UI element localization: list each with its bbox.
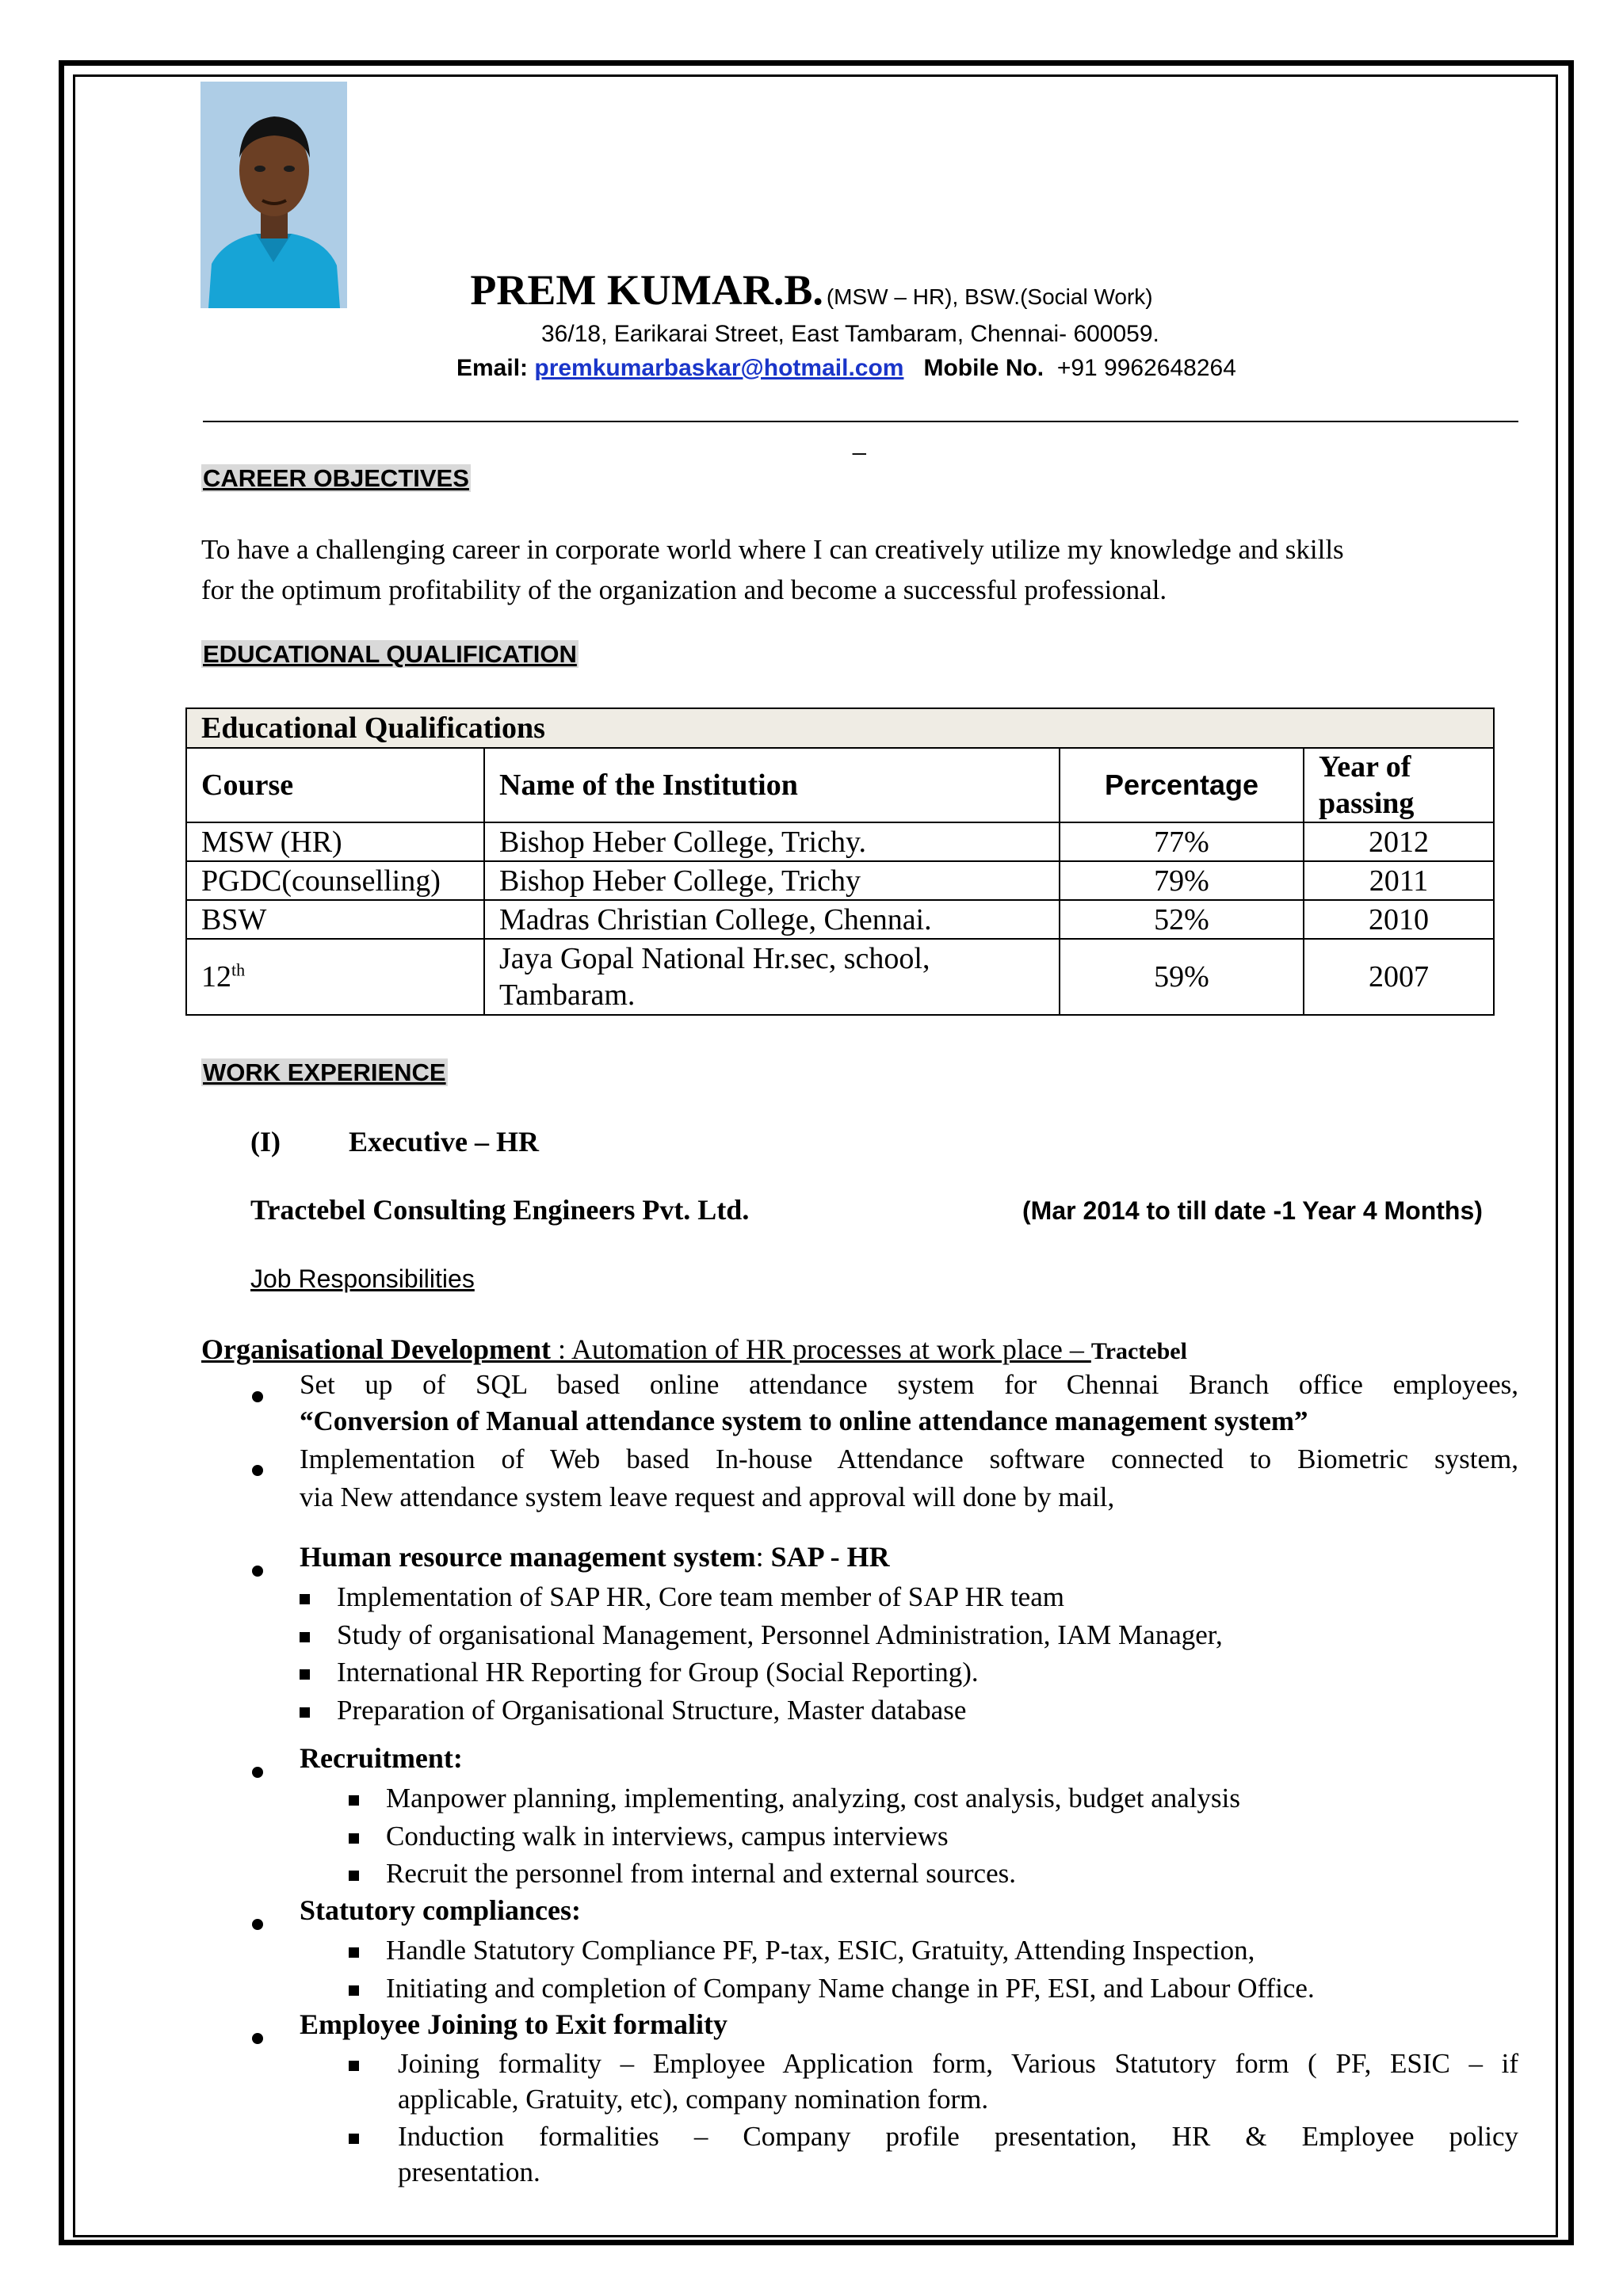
career-line-2: for the optimum profitability of the organization and become a successful professional.	[201, 574, 1167, 605]
table-title-row	[186, 708, 1494, 748]
bullet-dot	[252, 1382, 263, 1409]
career-objective-text	[201, 529, 1517, 610]
bullet-text-line: Implementation of Web based In-house Attendance software connected to Biometric system,	[300, 1444, 1518, 1474]
list-item: International HR Reporting for Group (Social Reporting).	[300, 1653, 1223, 1691]
header-year: Year of passing	[1304, 748, 1494, 822]
cell-year: 2011	[1304, 861, 1494, 900]
recruitment-list	[349, 1779, 1240, 1893]
header-institution: Name of the Institution	[484, 748, 1060, 822]
cell-year: 2012	[1304, 822, 1494, 861]
career-section	[201, 464, 471, 493]
list-item: Initiating and completion of Company Name change in PF, ESI, and Labour Office.	[349, 1970, 1315, 2008]
list-item: Preparation of Organisational Structure, Master database	[300, 1691, 1223, 1730]
bullet-dot	[252, 1757, 263, 1784]
org-dev-text: : Automation of HR processes at work place –	[550, 1333, 1091, 1365]
email-link[interactable]: premkumarbaskar@hotmail.com	[534, 355, 904, 381]
joining-item-2	[398, 2119, 1518, 2190]
cell-institution: Bishop Heber College, Trichy.	[484, 822, 1060, 861]
list-text-line: Induction formalities – Company profile presentation, HR & Employee policy	[398, 2121, 1518, 2152]
work-experience-heading: WORK EXPERIENCE	[203, 1058, 446, 1086]
bullet-attendance-sql	[300, 1367, 1518, 1440]
hrms-colon: :	[755, 1541, 771, 1573]
mobile-label: Mobile No.	[923, 355, 1044, 381]
header-divider	[203, 421, 1518, 422]
candidate-degrees: (MSW – HR), BSW.(Social Work)	[826, 284, 1153, 309]
statutory-list	[349, 1932, 1315, 2007]
cell-percentage: 59%	[1060, 939, 1304, 1015]
table-row	[186, 822, 1494, 861]
cell-percentage: 79%	[1060, 861, 1304, 900]
bullet-text-line: “Conversion of Manual attendance system to online attendance management system”	[300, 1405, 1308, 1436]
job-index: (I)	[250, 1126, 281, 1158]
table-title: Educational Qualifications	[186, 708, 1494, 748]
career-line-1: To have a challenging career in corporate world where I can creatively utilize my knowledge and skills	[201, 534, 1344, 565]
list-item: Implementation of SAP HR, Core team member of SAP HR team	[300, 1578, 1223, 1616]
bullet-square	[349, 2061, 359, 2075]
table-header-row	[186, 748, 1494, 822]
org-dev-line	[201, 1333, 1187, 1366]
list-item: Study of organisational Management, Personnel Administration, IAM Manager,	[300, 1616, 1223, 1654]
bullet-attendance-web	[300, 1440, 1518, 1516]
cell-institution	[484, 939, 1060, 1015]
bullet-square	[349, 2134, 359, 2148]
bullet-dot	[252, 2023, 263, 2050]
bullet-dot	[252, 1556, 263, 1583]
table-row	[186, 900, 1494, 939]
mobile-number: +91 9962648264	[1056, 355, 1236, 381]
contact-line	[456, 355, 1236, 382]
hrms-heading	[300, 1540, 890, 1573]
address-line: 36/18, Earikarai Street, East Tambaram, Chennai- 600059.	[541, 321, 1159, 347]
career-objectives-heading: CAREER OBJECTIVES	[203, 464, 469, 492]
cell-percentage: 77%	[1060, 822, 1304, 861]
header-course: Course	[186, 748, 484, 822]
course-value: 12	[201, 960, 231, 994]
education-table	[185, 707, 1495, 1016]
bullet-dot	[252, 1909, 263, 1936]
table-row	[186, 861, 1494, 900]
work-section	[201, 1058, 448, 1087]
job-role: Executive – HR	[349, 1126, 539, 1158]
joining-item-1	[398, 2046, 1518, 2117]
list-item: Handle Statutory Compliance PF, P-tax, ESIC, Gratuity, Attending Inspection,	[349, 1932, 1315, 1970]
bullet-text-line: via New attendance system leave request and approval will done by mail,	[300, 1482, 1115, 1512]
cell-institution: Bishop Heber College, Trichy	[484, 861, 1060, 900]
header-percentage: Percentage	[1060, 748, 1304, 822]
cell-course: PGDC(counselling)	[186, 861, 484, 900]
org-dev-title: Organisational Development	[201, 1333, 551, 1365]
cell-course: BSW	[186, 900, 484, 939]
org-dev-company: Tractebel	[1090, 1338, 1187, 1364]
header-name-line	[0, 265, 1623, 315]
statutory-heading: Statutory compliances:	[300, 1894, 581, 1926]
hrms-list	[300, 1578, 1223, 1729]
cell-percentage: 52%	[1060, 900, 1304, 939]
email-label: Email:	[456, 355, 529, 381]
company-name: Tractebel Consulting Engineers Pvt. Ltd.	[250, 1194, 750, 1226]
table-row	[186, 939, 1494, 1015]
bullet-text-line: Set up of SQL based online attendance system for Chennai Branch office employees,	[300, 1369, 1518, 1400]
education-section	[201, 640, 579, 669]
job-responsibilities-heading: Job Responsibilities	[250, 1264, 475, 1293]
course-superscript: th	[231, 959, 246, 980]
list-text-line: presentation.	[398, 2157, 540, 2187]
list-text-line: applicable, Gratuity, etc), company nomination form.	[398, 2084, 989, 2115]
page-border-inner	[73, 74, 1558, 2237]
list-item: Manpower planning, implementing, analyzing, cost analysis, budget analysis	[349, 1779, 1240, 1817]
list-item: Conducting walk in interviews, campus interviews	[349, 1817, 1240, 1855]
list-text-line: Joining formality – Employee Application form, Various Statutory form ( PF, ESIC – if	[398, 2048, 1518, 2079]
cell-year: 2010	[1304, 900, 1494, 939]
hrms-sap: SAP - HR	[770, 1541, 890, 1573]
institution-line-1: Jaya Gopal National Hr.sec, school,	[499, 942, 930, 975]
joining-heading: Employee Joining to Exit formality	[300, 2008, 727, 2040]
institution-line-2: Tambaram.	[499, 978, 636, 1012]
recruitment-heading: Recruitment:	[300, 1742, 463, 1774]
bullet-dot	[252, 1455, 263, 1482]
education-heading: EDUCATIONAL QUALIFICATION	[203, 640, 577, 668]
job-period: (Mar 2014 to till date -1 Year 4 Months)	[1022, 1196, 1483, 1225]
candidate-name: PREM KUMAR.B.	[470, 266, 823, 314]
cell-course	[186, 939, 484, 1015]
list-item: Recruit the personnel from internal and external sources.	[349, 1855, 1240, 1893]
hrms-title: Human resource management system	[300, 1541, 756, 1573]
cell-year: 2007	[1304, 939, 1494, 1015]
divider-dash: _	[853, 429, 866, 456]
cell-institution: Madras Christian College, Chennai.	[484, 900, 1060, 939]
cell-course: MSW (HR)	[186, 822, 484, 861]
